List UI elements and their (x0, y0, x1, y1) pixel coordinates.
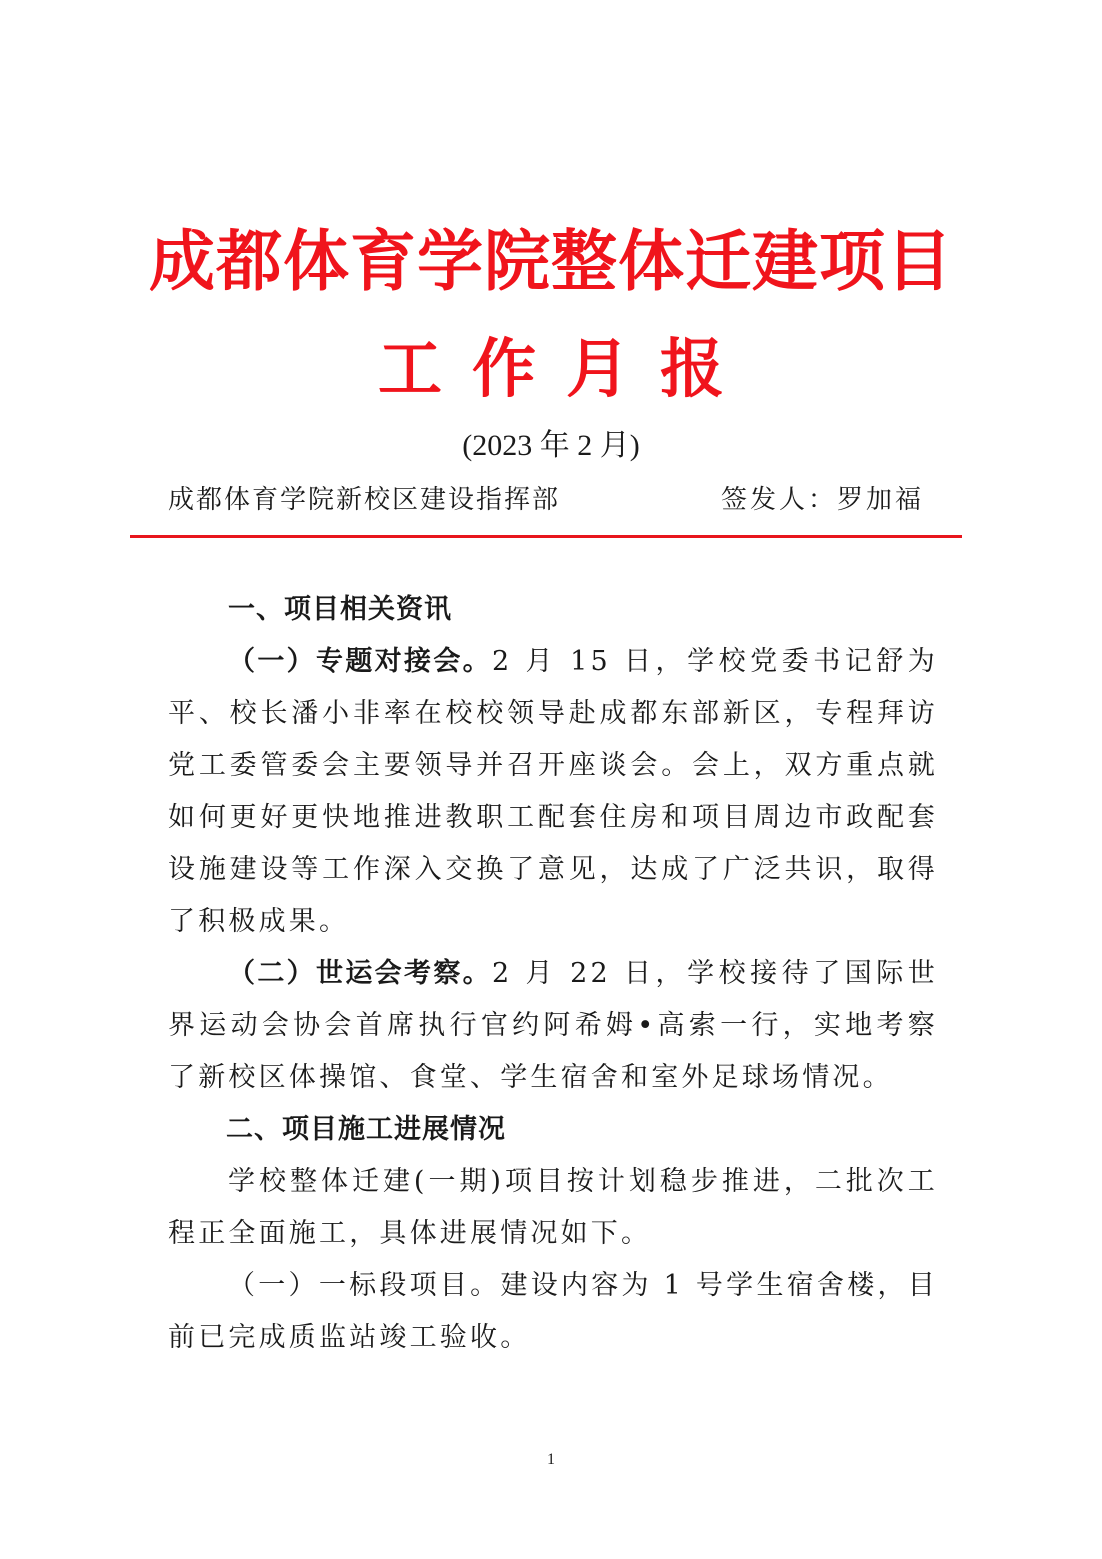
section2-item1: （一）一标段项目。建设内容为 1 号学生宿舍楼，目前已完成质监站竣工验收。 (168, 1270, 938, 1353)
signer: 签发人：罗加福 (720, 485, 924, 515)
section2-intro: 学校整体迁建(一期)项目按计划稳步推进，二批次工程正全面施工，具体进展情况如下。 (168, 1166, 938, 1249)
section1-item2 (168, 948, 938, 1104)
header-divider (130, 535, 962, 538)
section2-heading: 二、项目施工进展情况 (226, 1114, 506, 1145)
section1-item1-text: 2 月 15 日，学校党委书记舒为平、校长潘小非率在校校领导赴成都东部新区，专程拜访党工委管委会主要领导并召开座谈会。会上，双方重点就如何更好更快地推进教职工配套住房和项目周边市政配套设施建设等工作深入交换了意见，达成了广泛共识，取得了积极成果。 (168, 646, 939, 937)
document-title-line1: 成都体育学院整体迁建项目 (149, 223, 953, 300)
section1-item2-lead: （二）世运会考察。 (228, 958, 492, 989)
document-title-line2: 工作月报 (378, 333, 754, 407)
section1-heading: 一、项目相关资讯 (228, 594, 452, 625)
section1-item1 (168, 636, 938, 948)
document-body (168, 584, 938, 1364)
page-number: 1 (547, 1451, 555, 1468)
section1-item2-text: 2 月 22 日，学校接待了国际世界运动会协会首席执行官约阿希姆•高索一行，实地考察了新校区体操馆、食堂、学生宿舍和室外足球场情况。 (168, 958, 939, 1093)
report-date: (2023 年 2 月) (462, 429, 640, 462)
section1-item1-lead: （一）专题对接会。 (228, 646, 492, 677)
issuer-organization: 成都体育学院新校区建设指挥部 (168, 485, 561, 515)
